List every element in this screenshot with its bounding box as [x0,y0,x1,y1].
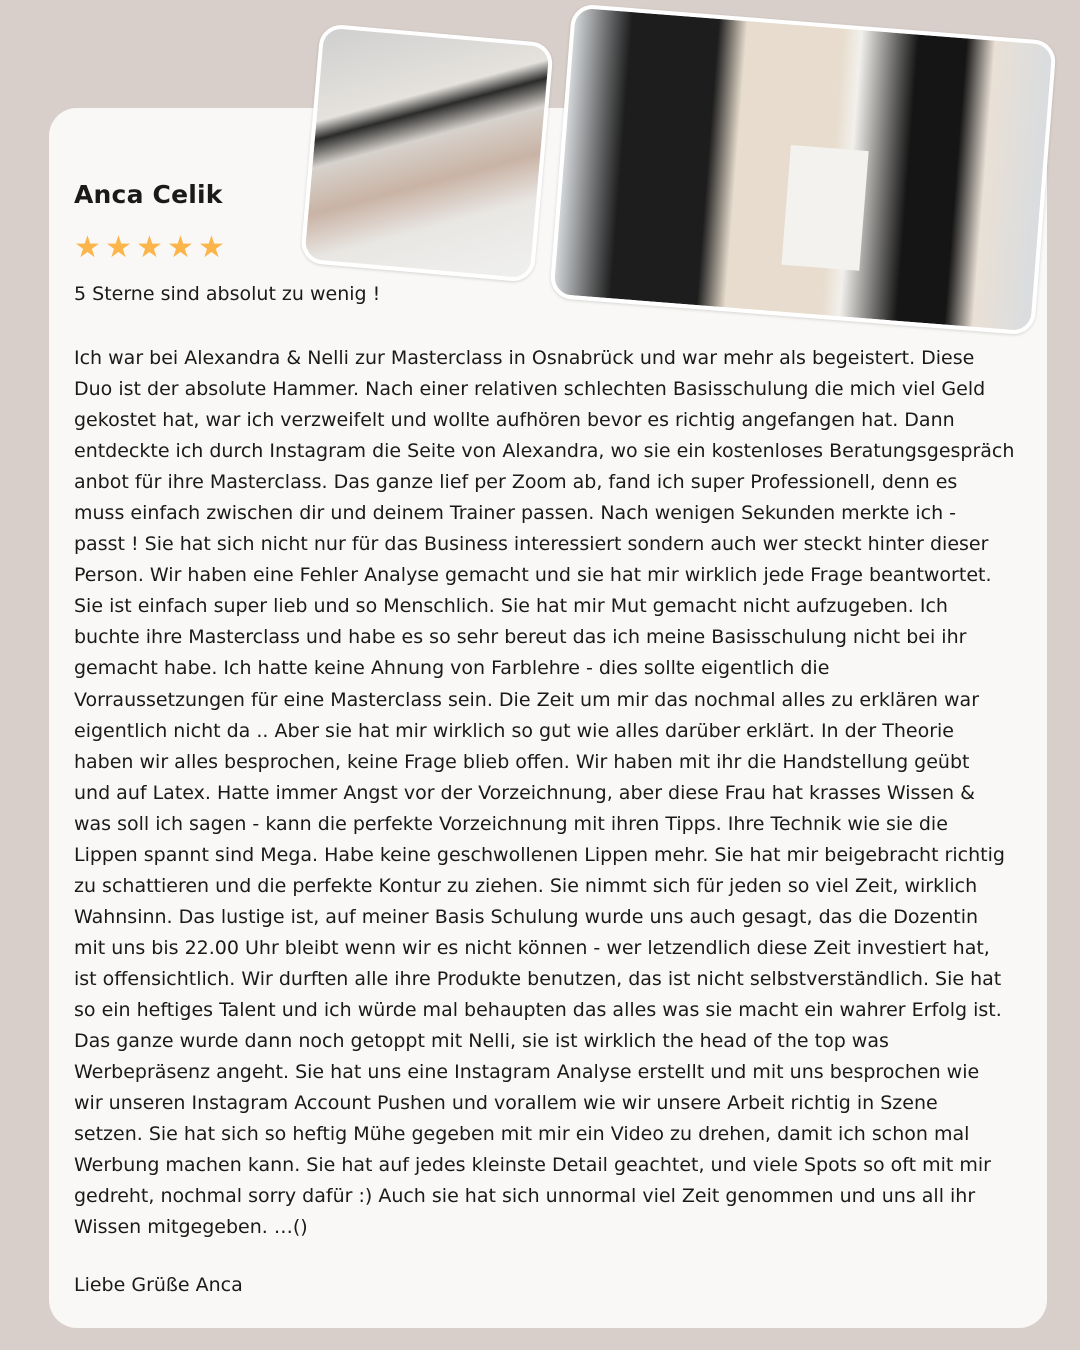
review-body-line: zu schattieren und die perfekte Kontur zu ziehen. Sie nimmt sich für jeden so viel Zeit, wirklich [74,874,978,897]
review-body-line: passt ! Sie hat sich nicht nur für das Business interessiert sondern auch wer steckt hinter dieser [74,533,989,556]
review-body-line: Duo ist der absolute Hammer. Nach einer relativen schlechten Basisschulung die mich viel Geld [74,378,986,401]
review-body-line: buchte ihre Masterclass und habe es so sehr bereut das ich meine Basisschulung nicht bei ihr [74,626,967,649]
review-body-line: und auf Latex. Hatte immer Angst vor der Vorzeichnung, aber diese Frau hat krasses Wissen & [74,781,975,804]
review-body-line: Lippen spannt sind Mega. Habe keine geschwollenen Lippen mehr. Sie hat mir beigebracht richtig [74,843,1005,866]
review-body-line: muss einfach zwischen dir und deinem Trainer passen. Nach wenigen Sekunden merkte ich - [74,502,957,525]
review-body-line: haben wir alles besprochen, keine Frage blieb offen. Wir haben mit ihr die Handstellung geübt [74,750,970,773]
review-body-line: Wissen mitgegeben. …() [74,1216,308,1239]
review-body-line: anbot für ihre Masterclass. Das ganze lief per Zoom ab, fand ich super Professionell, denn es [74,471,958,494]
review-body-line: wir unseren Instagram Account Pushen und vorallem wie wir unsere Arbeit richtig in Szene [74,1092,938,1115]
review-body [74,343,1014,1243]
review-body-line: setzen. Sie hat sich so heftig Mühe gegeben mit mir ein Video zu drehen, damit ich schon mal [74,1123,970,1146]
photo-certificate-group [549,3,1057,335]
star-icon: ★ [167,230,194,265]
review-body-line: Person. Wir haben eine Fehler Analyse gemacht und sie hat mir wirklich jede Frage beantwortet. [74,564,992,587]
review-body-line: gekostet hat, war ich verzweifelt und wollte aufhören bevor es richtig angefangen hat. Dann [74,409,955,432]
review-headline: 5 Sterne sind absolut zu wenig ! [74,283,381,305]
review-body-line: Das ganze wurde dann noch getoppt mit Nelli, sie ist wirklich the head of the top was [74,1030,889,1053]
review-body-line: Wahnsinn. Das lustige ist, auf meiner Basis Schulung wurde uns auch gesagt, das die Dozentin [74,905,979,928]
review-body-line: mit uns bis 22.00 Uhr bleibt wenn wir es nicht können - wer letzendlich diese Zeit investiert hat, [74,936,990,959]
review-body-line: ist offensichtlich. Wir durften alle ihre Produkte benutzen, das ist nicht selbstverständlich. Sie hat [74,967,1002,990]
review-body-line: Werbepräsenz angeht. Sie hat uns eine Instagram Analyse erstellt und mit uns besprochen wie [74,1061,980,1084]
review-body-line: eigentlich nicht da .. Aber sie hat mir wirklich so gut wie alles darüber erklärt. In der Theorie [74,719,954,742]
review-body-line: so ein heftiges Talent und ich würde mal behaupten das alles was sie macht ein wahrer Erfolg ist. [74,998,1002,1021]
review-body-line: gemacht habe. Ich hatte keine Ahnung von Farblehre - dies sollte eigentlich die [74,657,830,680]
review-signoff: Liebe Grüße Anca [74,1274,243,1296]
star-icon: ★ [105,230,132,265]
review-body-line: was soll ich sagen - kann die perfekte Vorzeichnung mit ihren Tipps. Ihre Technik wie sie die [74,812,948,835]
star-icon: ★ [136,230,163,265]
review-body-line: entdeckte ich durch Instagram die Seite von Alexandra, wo sie ein kostenloses Beratungsgespräch [74,440,1015,463]
star-icon: ★ [198,230,225,265]
certificate-image [781,145,868,271]
star-icon: ★ [74,230,101,265]
review-body-line: Ich war bei Alexandra & Nelli zur Masterclass in Osnabrück und war mehr als begeistert. Diese [74,347,975,369]
reviewer-name: Anca Celik [74,180,223,209]
review-body-line: Vorraussetzungen für eine Masterclass sein. Die Zeit um mir das nochmal alles zu erklären war [74,688,980,711]
review-body-line: Werbung machen kann. Sie hat auf jedes kleinste Detail geachtet, und viele Spots so oft mit mir [74,1154,991,1177]
review-body-line: gedreht, nochmal sorry dafür :) Auch sie hat sich unnormal viel Zeit genommen und uns all ihr [74,1185,976,1208]
review-body-line: Sie ist einfach super lieb und so Menschlich. Sie hat mir Mut gemacht nicht aufzugeben. Ich [74,595,948,618]
star-rating [74,230,226,265]
photo-treatment-session [300,23,554,282]
